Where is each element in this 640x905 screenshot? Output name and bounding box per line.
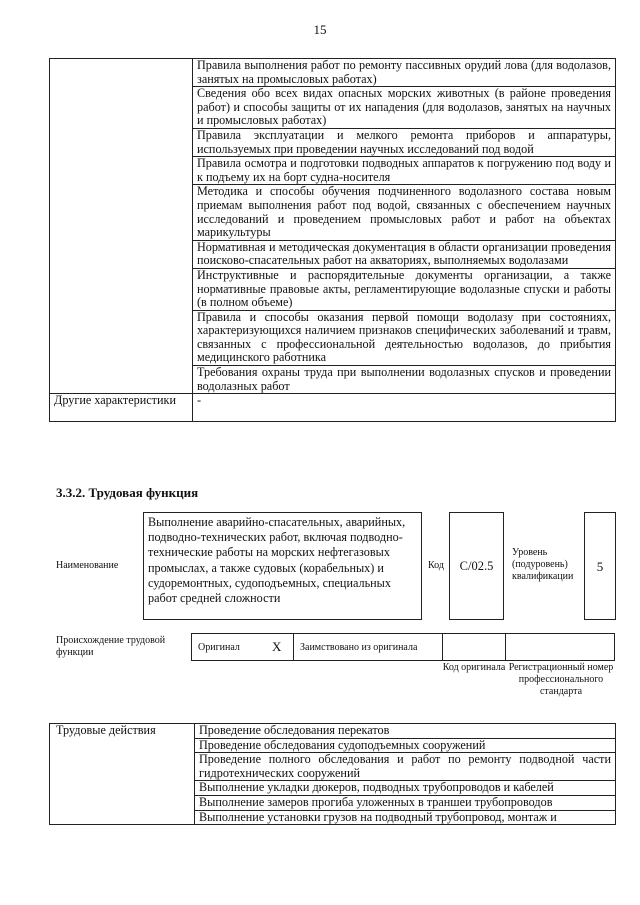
labor-action-item: Выполнение укладки дюкеров, подводных трубопроводов и кабелей [195,781,616,796]
knowledge-item: Правила эксплуатации и мелкого ремонта приборов и аппаратуры, используемых при проведении научных исследований под водой [193,128,616,156]
knowledge-item: Требования охраны труда при выполнении водолазных спусков и проведении водолазных работ [193,366,616,394]
level-label: Уровень (подуровень) квалификации [512,547,574,582]
table-row [50,724,616,739]
knowledge-label-cell [50,59,193,394]
labor-actions-label: Трудовые действия [50,724,195,825]
knowledge-item: Нормативная и методическая документация в области организации проведения поисково-спасательных работ на акваториях, выполняемых водолазами [193,240,616,268]
labor-action-item: Проведение полного обследования и работ по ремонту подводной части гидротехнических сооружений [195,753,616,781]
knowledge-table [49,58,616,422]
section-title: 3.3.2. Трудовая функция [56,485,199,500]
original-mark: X [272,639,282,654]
labor-action-item: Проведение обследования судоподъемных сооружений [195,738,616,753]
name-label: Наименование [56,560,119,571]
labor-actions-table [49,723,616,825]
table-row [50,394,616,422]
code-caption: Код оригинала [442,662,506,673]
origin-label: Происхождение трудовой функции [56,635,166,658]
knowledge-item: Сведения обо всех видах опасных морских животных (в районе проведения работ) и способы защиты от их нападения (для водолазов, занятых на научных и промысловых работах) [193,87,616,129]
function-name-value: Выполнение аварийно-спасательных, аварийных, подводно-технических работ, включая подводно-технические работы на морских нефтегазовых промыслах, а также судовых (корабельных) и судоремонтных, судоподъемных, специальных работ средней сложности [143,512,422,620]
code-value: С/02.5 [459,559,494,573]
labor-action-item: Выполнение замеров прогиба уложенных в траншеи трубопроводов [195,795,616,810]
knowledge-item: Правила осмотра и подготовки подводных аппаратов к погружению под воду и к подъему их на борт судна-носителя [193,157,616,185]
table-row [50,59,616,87]
divider [293,634,294,660]
code-box [449,512,504,620]
level-value: 5 [596,559,604,574]
knowledge-item: Инструктивные и распорядительные документы организации, а также нормативные правовые акты, регламентирующие водолазные спуски и работы (в полном объеме) [193,268,616,310]
knowledge-item: Правила и способы оказания первой помощи водолазу при состояниях, характеризующихся наличием признаков специфических заболеваний и травм, связанных с профессиональной деятельностью водолазов, до прибытия медицинского работника [193,310,616,365]
labor-action-item: Выполнение установки грузов на подводный трубопровод, монтаж и [195,810,616,825]
page-number: 15 [313,22,327,37]
level-box [584,512,616,620]
divider [505,634,506,660]
origin-row [191,633,615,661]
divider [442,634,443,660]
other-characteristics-label: Другие характеристики [50,394,193,422]
reg-caption: Регистрационный номер профессионального стандарта [508,662,614,697]
code-label: Код [428,560,444,571]
knowledge-item: Методика и способы обучения подчиненного водолазного состава новым приемам выполнения работ под водой, связанных с обеспечением научных исследований и проведением промысловых работ и работ на объектах марикультуры [193,185,616,240]
knowledge-item: Правила выполнения работ по ремонту пассивных орудий лова (для водолазов, занятых на промысловых работах) [193,59,616,87]
other-characteristics-value: - [193,394,616,422]
borrowed-label: Заимствовано из оригинала [300,642,418,653]
labor-action-item: Проведение обследования перекатов [195,724,616,739]
original-label: Оригинал [198,642,240,653]
